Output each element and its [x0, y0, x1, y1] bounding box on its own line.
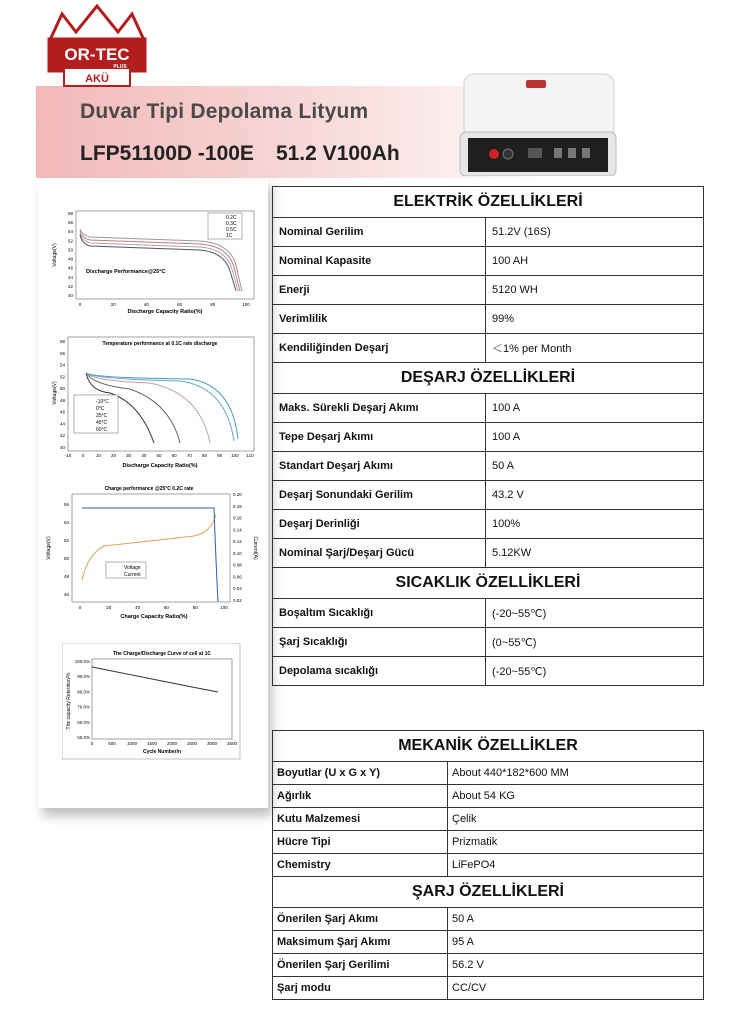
tick-label: 46 — [63, 592, 69, 597]
temperature-heading-row — [273, 568, 704, 599]
mechanical-heading-row — [273, 731, 704, 762]
legend-entry: Voltage — [124, 565, 141, 571]
tick-label: 20 — [110, 302, 116, 307]
legend-entry: 45°C — [96, 420, 108, 426]
table-row — [273, 305, 704, 334]
tick-label: 2000 — [166, 741, 178, 746]
spec-value: CC/CV — [448, 977, 704, 1000]
tick-label: 50 — [156, 453, 162, 458]
spec-label: Kutu Malzemesi — [273, 808, 448, 831]
y2-ticks — [233, 492, 242, 603]
positive-terminal — [489, 149, 499, 159]
table-row — [273, 931, 704, 954]
table-row — [273, 628, 704, 657]
tick-label: 44 — [67, 274, 73, 280]
tick-label: 0.08 — [233, 562, 242, 568]
tick-label: 100.0% — [74, 659, 90, 664]
tick-label: 80 — [201, 453, 208, 458]
discharge-heading: DEŞARJ ÖZELLİKLERİ — [273, 363, 704, 394]
legend-entry: -10°C — [96, 399, 109, 405]
tick-label: 40 — [135, 605, 141, 610]
tick-label: 54 — [63, 520, 69, 525]
spec-label: Deşarj Sonundaki Gerilim — [273, 481, 486, 510]
spec-value: Prizmatik — [448, 831, 704, 854]
discharge-chart — [50, 205, 260, 317]
battery-product-image — [458, 72, 618, 176]
spec-label: Nominal Şarj/Deşarj Gücü — [273, 539, 486, 568]
temperature-chart — [50, 333, 260, 473]
y-axis-label: The capacity Retention/% — [66, 672, 72, 730]
table-row — [273, 539, 704, 568]
battery-logo-mark — [526, 80, 546, 88]
y-ticks — [68, 211, 74, 298]
x-ticks — [79, 302, 251, 307]
legend-entry: 1C — [226, 233, 233, 239]
spec-value: 100 A — [486, 423, 704, 452]
logo-sub: AKÜ — [85, 73, 109, 85]
ortec-logo — [42, 4, 152, 88]
port-icon — [528, 148, 542, 158]
tick-label: 3000 — [206, 741, 218, 746]
model-number: LFP51100D -100E — [80, 142, 254, 165]
logo-name: OR-TEC — [64, 45, 130, 64]
tick-label: 0 — [90, 741, 94, 746]
table-row — [273, 510, 704, 539]
spec-label: Deşarj Derinliği — [273, 510, 486, 539]
tick-label: 2500 — [186, 741, 198, 746]
tick-label: 80 — [192, 605, 198, 610]
spec-value: 50 A — [486, 452, 704, 481]
tick-label: 3500 — [226, 741, 238, 746]
tick-label: 1500 — [146, 741, 158, 746]
legend-entry: 0.3C — [226, 221, 237, 227]
tick-label: 90.0% — [77, 674, 90, 680]
legend-entry: Current — [124, 572, 141, 578]
spec-value: (-20~55℃) — [486, 599, 704, 628]
electrical-heading-row — [273, 187, 704, 218]
tick-label: 56 — [59, 350, 65, 356]
tick-label: 52 — [63, 538, 69, 543]
tick-label: 100 — [220, 605, 228, 610]
plot-area — [72, 494, 230, 602]
tick-label: 50.0% — [77, 735, 90, 740]
tick-label: 30 — [126, 453, 132, 458]
spec-label: Maksimum Şarj Akımı — [273, 931, 448, 954]
tick-label: 42 — [59, 433, 65, 439]
spec-label: Şarj Sıcaklığı — [273, 628, 486, 657]
tick-label: 90 — [217, 453, 223, 458]
tick-label: 58 — [59, 339, 65, 344]
legend-entry: 60°C — [96, 427, 108, 433]
spec-value: LiFePO4 — [448, 854, 704, 877]
spec-table-mech-charge — [272, 730, 704, 1000]
spec-value: About 440*182*600 MM — [448, 762, 704, 785]
spec-label: Önerilen Şarj Gerilimi — [273, 954, 448, 977]
tick-label: 56 — [63, 502, 69, 507]
table-row — [273, 831, 704, 854]
tick-label: 0.10 — [233, 550, 242, 556]
table-row — [273, 908, 704, 931]
tick-label: 0 — [78, 605, 82, 610]
model-line — [80, 142, 400, 166]
port-icon — [582, 148, 590, 158]
tick-label: 40 — [67, 293, 73, 298]
tick-label: 0.04 — [233, 586, 242, 592]
y2-axis-label: Current(A) — [252, 536, 258, 560]
temperature-heading: SICAKLIK ÖZELLİKLERİ — [273, 568, 704, 599]
spec-value: (-20~55℃) — [486, 657, 704, 686]
tick-label: 56 — [67, 220, 73, 226]
spec-value: (0~55℃) — [486, 628, 704, 657]
page-title: Duvar Tipi Depolama Lityum — [80, 100, 369, 123]
table-row — [273, 247, 704, 276]
tick-label: 20 — [106, 605, 112, 610]
port-icon — [568, 148, 576, 158]
tick-label: 44 — [59, 421, 65, 427]
tick-label: 70 — [186, 453, 192, 458]
spec-label: Tepe Deşarj Akımı — [273, 423, 486, 452]
spec-value: 100% — [486, 510, 704, 539]
table-row — [273, 954, 704, 977]
tick-label: 52 — [67, 238, 73, 244]
tick-label: 46 — [67, 265, 73, 271]
tick-label: 0.18 — [233, 503, 242, 509]
y-ticks — [60, 339, 66, 450]
spec-value: 5.12KW — [486, 539, 704, 568]
table-row — [273, 657, 704, 686]
table-row — [273, 599, 704, 628]
spec-label: Standart Deşarj Akımı — [273, 452, 486, 481]
spec-label: Nominal Kapasite — [273, 247, 486, 276]
table-row — [273, 808, 704, 831]
tick-label: 60 — [171, 453, 177, 458]
tick-label: 0.16 — [233, 515, 242, 521]
tick-label: 0 — [81, 453, 85, 458]
spec-value: 50 A — [448, 908, 704, 931]
tick-label: 40 — [59, 445, 65, 450]
table-row — [273, 762, 704, 785]
spec-value: 95 A — [448, 931, 704, 954]
tick-label: 48 — [59, 397, 65, 403]
tick-label: 0.06 — [233, 574, 242, 580]
chart-title: Temperature performance at 0.1C rate discharge — [102, 341, 218, 347]
spec-label: Şarj modu — [273, 977, 448, 1000]
spec-value: 56.2 V — [448, 954, 704, 977]
legend-entry: 0°C — [96, 406, 105, 412]
tick-label: 80 — [210, 302, 216, 307]
logo-plus: PLUS — [113, 64, 127, 70]
x-axis-label: Discharge Capacity Ratio(%) — [122, 463, 198, 469]
tick-label: 54 — [59, 362, 65, 368]
spec-value: Çelik — [448, 808, 704, 831]
tick-label: 110 — [246, 453, 254, 458]
spec-label: Kendiliğinden Deşarj — [273, 334, 486, 363]
tick-label: 100 — [231, 453, 239, 458]
charge-heading: ŞARJ ÖZELLİKLERİ — [273, 877, 704, 908]
chart-title: Discharge Performance@25°C — [86, 269, 166, 275]
chart-title: Charge performance @25°C 0.2C rate — [104, 486, 194, 492]
chart-title: The Charge/Discharge Curve of cell at 1C — [112, 651, 212, 657]
tick-label: 0.12 — [233, 539, 242, 545]
charge-heading-row — [273, 877, 704, 908]
tick-label: 70.0% — [77, 704, 90, 710]
x-ticks — [65, 453, 254, 458]
tick-label: 100 — [242, 302, 250, 307]
table-row — [273, 481, 704, 510]
spec-label: Ağırlık — [273, 785, 448, 808]
spec-label: Hücre Tipi — [273, 831, 448, 854]
y-axis-label: Voltage(V) — [52, 243, 58, 267]
spec-value: About 54 KG — [448, 785, 704, 808]
table-row — [273, 423, 704, 452]
spec-label: Boyutlar (U x G x Y) — [273, 762, 448, 785]
cycle-chart — [62, 643, 242, 761]
y-axis-label: Voltage(V) — [52, 381, 58, 405]
tick-label: 60.0% — [77, 719, 90, 725]
spec-value: 100 A — [486, 394, 704, 423]
tick-label: 54 — [67, 229, 73, 235]
tick-label: 20 — [110, 453, 117, 458]
discharge-heading-row — [273, 363, 704, 394]
table-row — [273, 276, 704, 305]
spec-value: 43.2 V — [486, 481, 704, 510]
legend-entry: 25°C — [96, 413, 108, 419]
spec-value: 99% — [486, 305, 704, 334]
tick-label: 80.0% — [77, 689, 90, 695]
spec-value: ＜1% per Month — [486, 334, 704, 363]
tick-label: 46 — [59, 409, 65, 415]
table-row — [273, 394, 704, 423]
tick-label: 50 — [67, 247, 73, 253]
y-axis-label: Voltage(V) — [46, 536, 52, 560]
tick-label: 10 — [95, 453, 101, 458]
tick-label: 48 — [67, 256, 73, 262]
table-row — [273, 218, 704, 247]
spec-table-main — [272, 186, 704, 686]
plot-area — [68, 337, 254, 451]
tick-label: 500 — [108, 741, 116, 746]
spec-value: 51.2V (16S) — [486, 218, 704, 247]
legend-entry: 0.5C — [226, 227, 237, 233]
tick-label: 0.20 — [233, 492, 242, 497]
spec-label: Maks. Sürekli Deşarj Akımı — [273, 394, 486, 423]
electrical-heading: ELEKTRİK ÖZELLİKLERİ — [273, 187, 704, 218]
tick-label: 0.14 — [233, 527, 242, 533]
tick-label: 50 — [59, 386, 65, 392]
table-row — [273, 334, 704, 363]
tick-label: 60 — [177, 302, 183, 307]
x-ticks — [79, 605, 229, 610]
table-row — [273, 977, 704, 1000]
tick-label: 58 — [67, 211, 73, 216]
spec-label: Önerilen Şarj Akımı — [273, 908, 448, 931]
negative-terminal — [503, 149, 513, 159]
table-row — [273, 854, 704, 877]
y-ticks — [64, 502, 70, 597]
crown-shape — [50, 6, 144, 40]
spec-label: Chemistry — [273, 854, 448, 877]
spec-value: 5120 WH — [486, 276, 704, 305]
tick-label: 52 — [59, 374, 65, 380]
tick-label: 60 — [163, 605, 169, 610]
port-icon — [554, 148, 562, 158]
spec-label: Verimlilik — [273, 305, 486, 334]
spec-value: 100 AH — [486, 247, 704, 276]
tick-label: 48 — [63, 574, 69, 579]
spec-label: Enerji — [273, 276, 486, 305]
legend-box — [208, 213, 242, 239]
charge-chart — [44, 484, 260, 622]
x-axis-label: Discharge Capacity Ratio(%) — [127, 309, 203, 315]
mechanical-heading: MEKANİK ÖZELLİKLER — [273, 731, 704, 762]
legend-entry: 0.2C — [226, 215, 237, 221]
table-row — [273, 785, 704, 808]
tick-label: 40 — [141, 453, 147, 458]
x-axis-label: Charge Capacity Ratio(%) — [120, 614, 188, 620]
tick-label: -10 — [64, 453, 72, 458]
tick-label: 50 — [63, 556, 69, 561]
model-rating: 51.2 V100Ah — [275, 142, 400, 165]
table-row — [273, 452, 704, 481]
spec-label: Nominal Gerilim — [273, 218, 486, 247]
tick-label: 40 — [143, 302, 149, 307]
tick-label: 42 — [67, 283, 73, 289]
spec-label: Boşaltım Sıcaklığı — [273, 599, 486, 628]
tick-label: 1000 — [126, 741, 138, 746]
tick-label: 0.02 — [233, 598, 242, 603]
tick-label: 0 — [78, 302, 82, 307]
spec-label: Depolama sıcaklığı — [273, 657, 486, 686]
x-axis-label: Cycle Number/n — [142, 749, 182, 755]
